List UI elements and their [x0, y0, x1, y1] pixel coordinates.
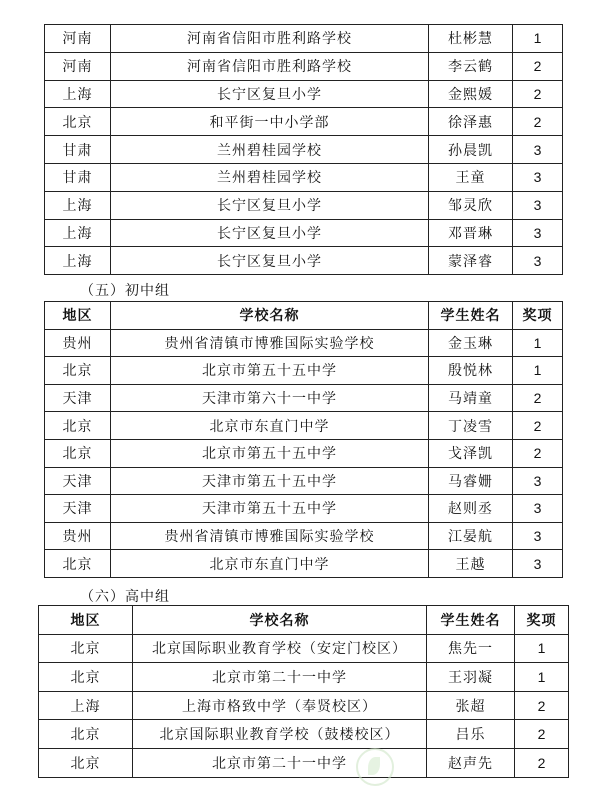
student-cell: 王越 [429, 550, 513, 578]
header-row [45, 302, 563, 330]
student-cell: 邓晋琳 [429, 219, 513, 247]
school-cell: 北京国际职业教育学校（鼓楼校区） [133, 720, 427, 749]
award-cell: 1 [513, 357, 563, 385]
award-cell: 2 [515, 748, 569, 777]
table-body [45, 25, 563, 275]
student-cell: 焦先一 [427, 634, 515, 663]
table-row [45, 384, 563, 412]
school-cell: 天津市第五十五中学 [111, 495, 429, 523]
school-cell: 贵州省清镇市博雅国际实验学校 [111, 522, 429, 550]
table-row [45, 247, 563, 275]
region-cell: 河南 [45, 52, 111, 80]
table-row [45, 550, 563, 578]
region-cell: 北京 [39, 634, 133, 663]
school-cell: 贵州省清镇市博雅国际实验学校 [111, 329, 429, 357]
school-cell: 天津市第五十五中学 [111, 467, 429, 495]
header-student-cell: 学生姓名 [427, 606, 515, 635]
table-header [45, 302, 563, 330]
award-cell: 3 [513, 191, 563, 219]
region-cell: 天津 [45, 495, 111, 523]
region-cell: 北京 [39, 663, 133, 692]
student-cell: 金玉琳 [429, 329, 513, 357]
region-cell: 北京 [45, 412, 111, 440]
student-cell: 殷悦林 [429, 357, 513, 385]
school-cell: 和平街一中小学部 [111, 108, 429, 136]
award-cell: 1 [515, 663, 569, 692]
award-cell: 3 [513, 550, 563, 578]
table-row [45, 80, 563, 108]
header-row [39, 606, 569, 635]
header-award-cell: 奖项 [515, 606, 569, 635]
student-cell: 王羽凝 [427, 663, 515, 692]
section-caption-junior: （五）初中组 [80, 283, 170, 299]
region-cell: 甘肃 [45, 163, 111, 191]
award-cell: 3 [513, 136, 563, 164]
award-cell: 2 [513, 412, 563, 440]
student-cell: 孙晨凯 [429, 136, 513, 164]
award-cell: 3 [513, 247, 563, 275]
table-row [45, 136, 563, 164]
student-cell: 蒙泽睿 [429, 247, 513, 275]
school-cell: 北京市第二十一中学 [133, 663, 427, 692]
watermark-logo [356, 748, 394, 786]
region-cell: 北京 [39, 748, 133, 777]
table-row [45, 412, 563, 440]
award-table-junior [44, 301, 563, 578]
region-cell: 天津 [45, 467, 111, 495]
table-row [39, 720, 569, 749]
student-cell: 张超 [427, 691, 515, 720]
table-row [39, 691, 569, 720]
table-row [45, 191, 563, 219]
school-cell: 北京市第五十五中学 [111, 357, 429, 385]
region-cell: 北京 [45, 439, 111, 467]
school-cell: 北京市东直门中学 [111, 550, 429, 578]
region-cell: 上海 [45, 80, 111, 108]
award-cell: 1 [515, 634, 569, 663]
region-cell: 贵州 [45, 522, 111, 550]
student-cell: 李云鹤 [429, 52, 513, 80]
award-cell: 2 [513, 108, 563, 136]
table-row [45, 219, 563, 247]
table-row [45, 163, 563, 191]
award-table-primary [44, 24, 563, 275]
school-cell: 长宁区复旦小学 [111, 80, 429, 108]
award-cell: 1 [513, 25, 563, 53]
table-row [45, 495, 563, 523]
region-cell: 上海 [39, 691, 133, 720]
award-cell: 3 [513, 467, 563, 495]
header-school-cell: 学校名称 [133, 606, 427, 635]
award-cell: 3 [513, 163, 563, 191]
region-cell: 北京 [45, 108, 111, 136]
student-cell: 丁凌雪 [429, 412, 513, 440]
table-row [39, 748, 569, 777]
region-cell: 北京 [45, 550, 111, 578]
school-cell: 长宁区复旦小学 [111, 247, 429, 275]
region-cell: 上海 [45, 191, 111, 219]
award-cell: 3 [513, 219, 563, 247]
award-cell: 2 [515, 720, 569, 749]
region-cell: 天津 [45, 384, 111, 412]
student-cell: 王童 [429, 163, 513, 191]
region-cell: 北京 [45, 357, 111, 385]
award-cell: 1 [513, 329, 563, 357]
table-body [45, 329, 563, 577]
table-row [45, 467, 563, 495]
student-cell: 江晏航 [429, 522, 513, 550]
school-cell: 长宁区复旦小学 [111, 191, 429, 219]
region-cell: 河南 [45, 25, 111, 53]
header-student-cell: 学生姓名 [429, 302, 513, 330]
table-row [45, 329, 563, 357]
school-cell: 河南省信阳市胜利路学校 [111, 25, 429, 53]
table-body [39, 634, 569, 777]
table-row [45, 25, 563, 53]
award-cell: 3 [513, 495, 563, 523]
student-cell: 徐泽惠 [429, 108, 513, 136]
region-cell: 贵州 [45, 329, 111, 357]
student-cell: 邹灵欣 [429, 191, 513, 219]
table-header [39, 606, 569, 635]
table-row [45, 108, 563, 136]
award-cell: 2 [513, 80, 563, 108]
school-cell: 天津市第六十一中学 [111, 384, 429, 412]
table-row [45, 439, 563, 467]
school-cell: 长宁区复旦小学 [111, 219, 429, 247]
table-row [45, 357, 563, 385]
section-caption-senior: （六）高中组 [80, 589, 170, 605]
award-cell: 2 [513, 384, 563, 412]
award-cell: 3 [513, 522, 563, 550]
school-cell: 上海市格致中学（奉贤校区） [133, 691, 427, 720]
school-cell: 兰州碧桂园学校 [111, 136, 429, 164]
student-cell: 马靖童 [429, 384, 513, 412]
award-cell: 2 [513, 52, 563, 80]
student-cell: 赵声先 [427, 748, 515, 777]
header-school-cell: 学校名称 [111, 302, 429, 330]
table-row [39, 663, 569, 692]
school-cell: 北京市第二十一中学 [133, 748, 427, 777]
school-cell: 北京市第五十五中学 [111, 439, 429, 467]
award-cell: 2 [515, 691, 569, 720]
region-cell: 甘肃 [45, 136, 111, 164]
school-cell: 河南省信阳市胜利路学校 [111, 52, 429, 80]
award-cell: 2 [513, 439, 563, 467]
student-cell: 赵则丞 [429, 495, 513, 523]
student-cell: 戈泽凯 [429, 439, 513, 467]
student-cell: 吕乐 [427, 720, 515, 749]
header-region-cell: 地区 [39, 606, 133, 635]
student-cell: 杜彬慧 [429, 25, 513, 53]
school-cell: 北京市东直门中学 [111, 412, 429, 440]
table-row [45, 52, 563, 80]
header-award-cell: 奖项 [513, 302, 563, 330]
school-cell: 兰州碧桂园学校 [111, 163, 429, 191]
student-cell: 马睿姗 [429, 467, 513, 495]
region-cell: 上海 [45, 247, 111, 275]
student-cell: 金熙媛 [429, 80, 513, 108]
header-region-cell: 地区 [45, 302, 111, 330]
school-cell: 北京国际职业教育学校（安定门校区） [133, 634, 427, 663]
region-cell: 上海 [45, 219, 111, 247]
region-cell: 北京 [39, 720, 133, 749]
award-table-senior [38, 605, 569, 778]
table-row [39, 634, 569, 663]
table-row [45, 522, 563, 550]
